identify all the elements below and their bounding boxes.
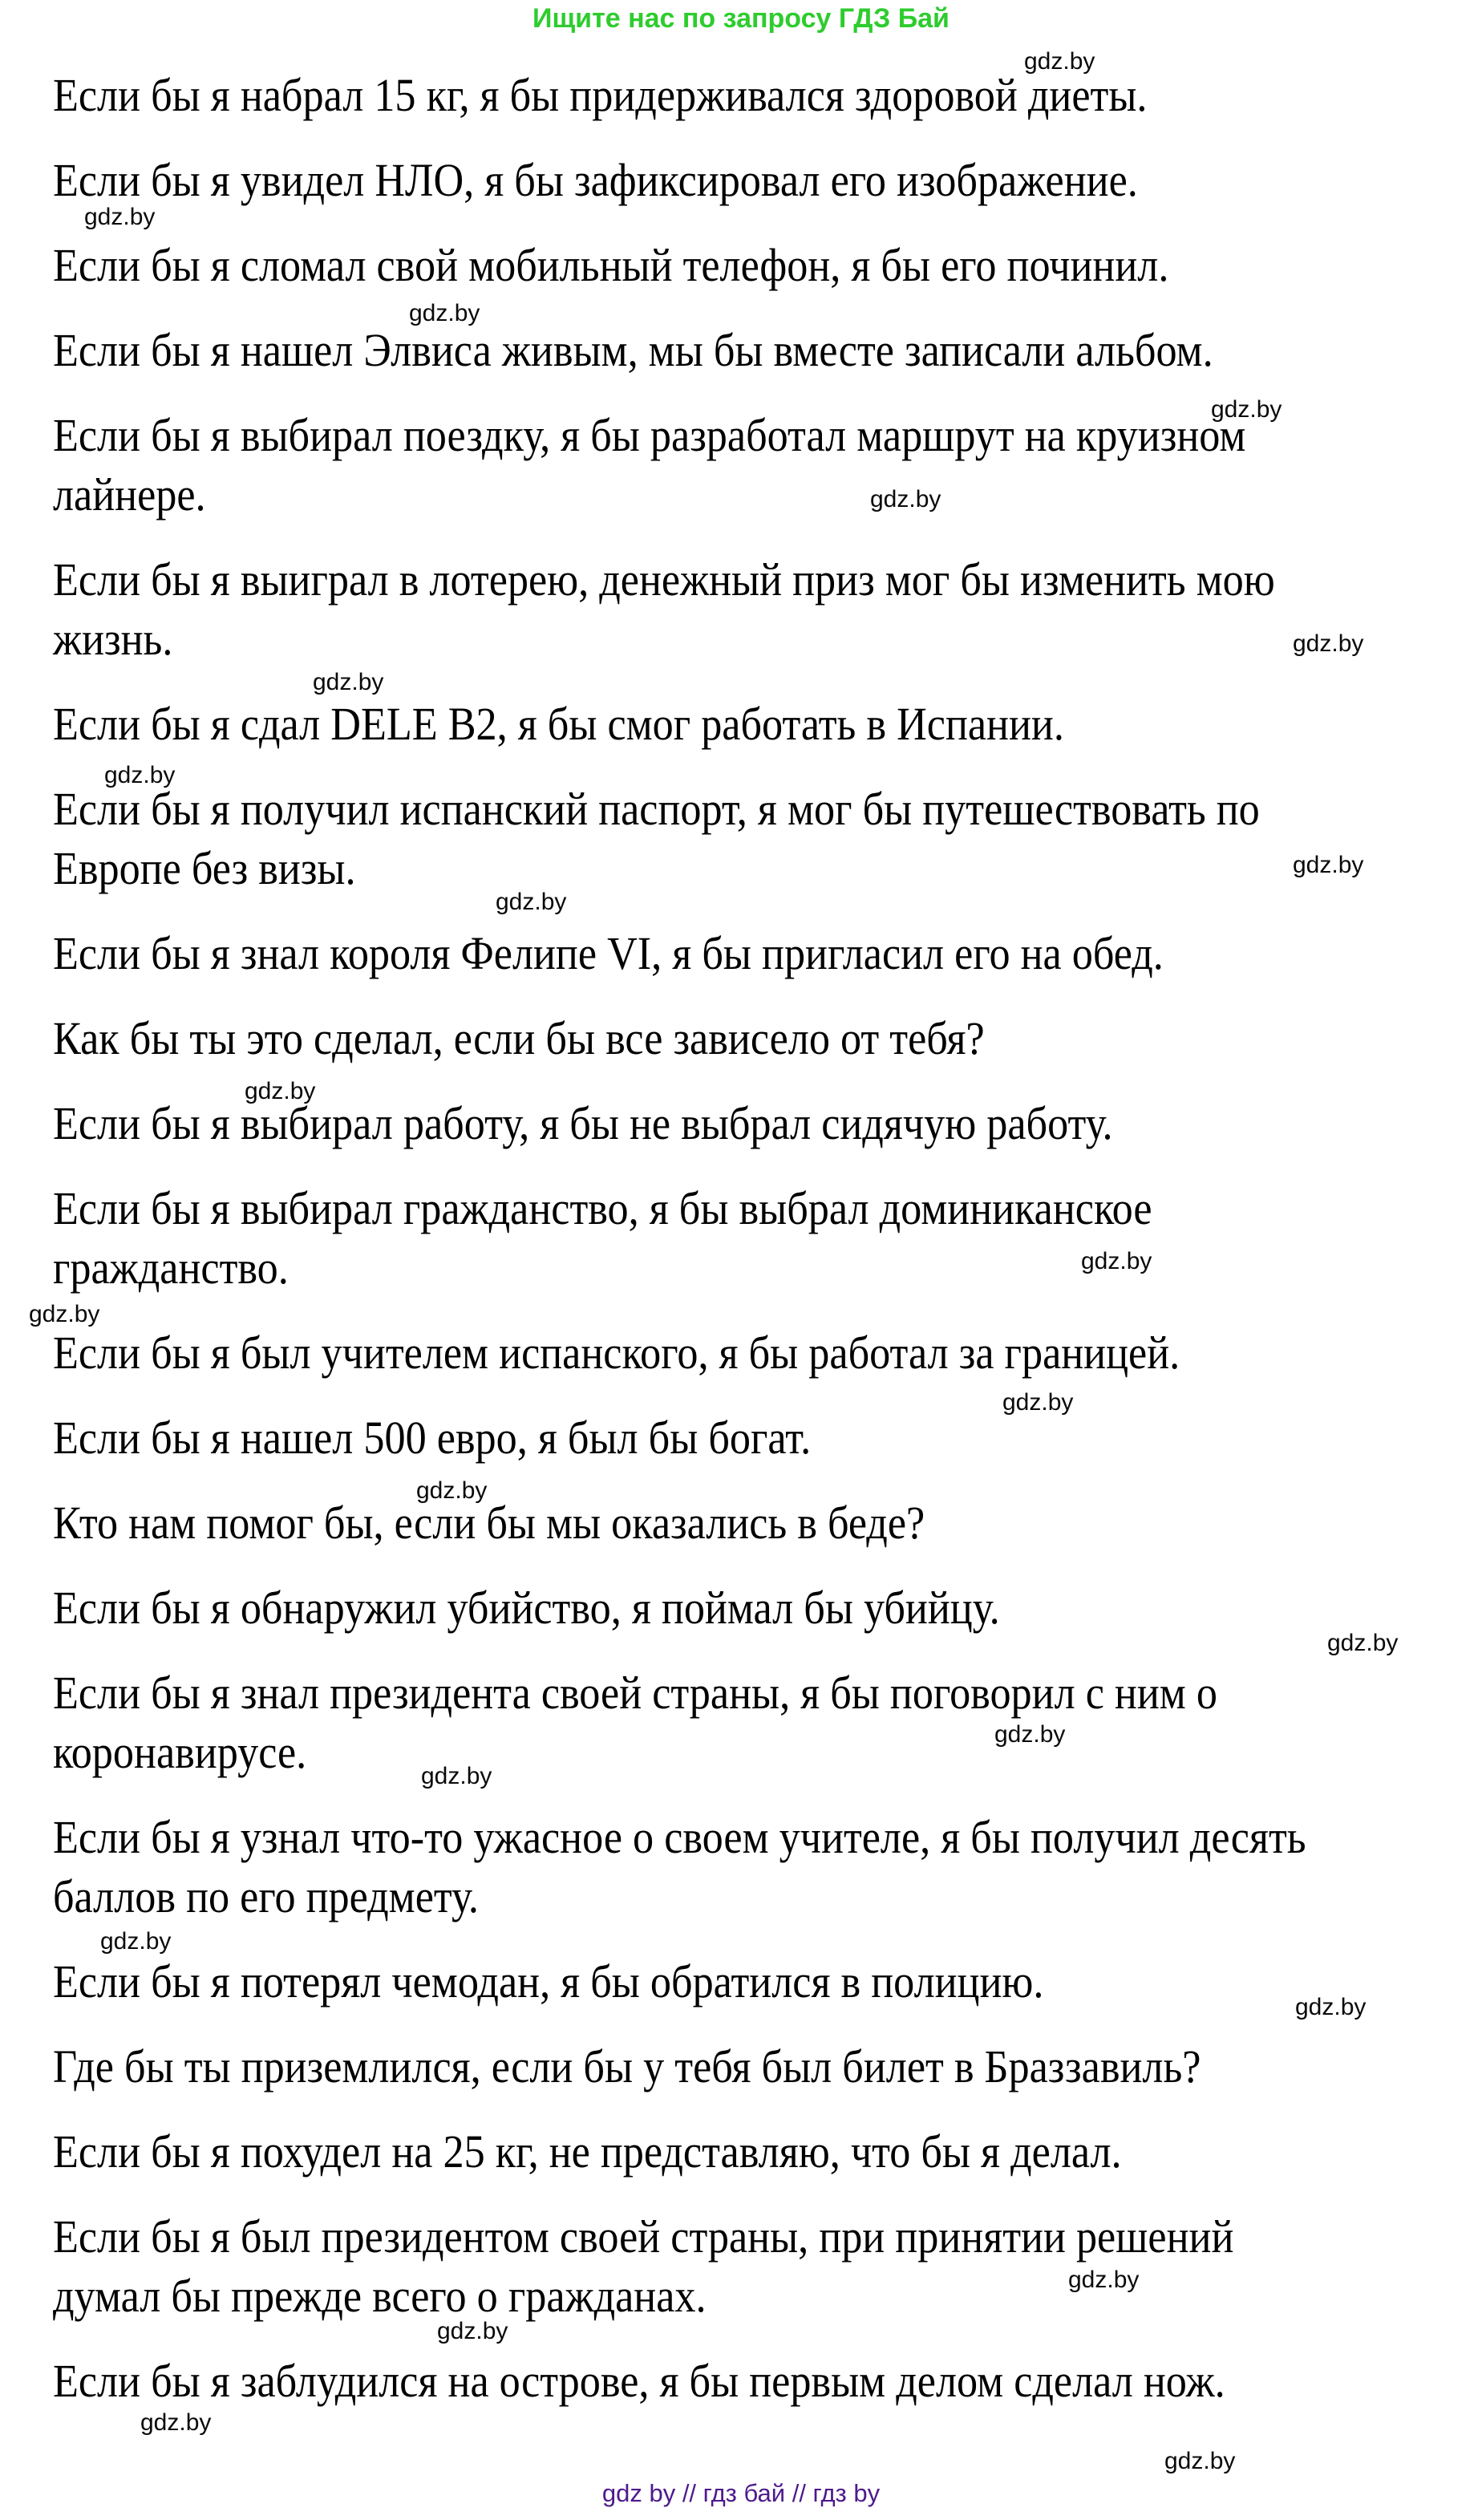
body-text-line: Где бы ты приземлился, если бы у тебя был билет в Браззавиль?: [53, 2040, 1201, 2093]
body-text-line: Если бы я набрал 15 кг, я бы придерживался здоровой диеты.: [53, 69, 1148, 121]
gdz-watermark: gdz.by: [140, 2409, 212, 2436]
gdz-watermark: gdz.by: [1211, 396, 1282, 423]
gdz-watermark: gdz.by: [245, 1078, 316, 1104]
gdz-watermark: gdz.by: [994, 1721, 1066, 1748]
body-text-line: Европе без визы.: [53, 842, 356, 894]
body-text-line: Если бы я был учителем испанского, я бы работал за границей.: [53, 1327, 1180, 1379]
body-text-line: Если бы я сдал DELE B2, я бы смог работать в Испании.: [53, 698, 1064, 750]
gdz-watermark: gdz.by: [870, 486, 941, 513]
gdz-watermark: gdz.by: [100, 1928, 172, 1955]
body-text-line: баллов по его предмету.: [53, 1870, 479, 1922]
body-text-line: Как бы ты это сделал, если бы все зависело от тебя?: [53, 1012, 985, 1064]
gdz-watermark: gdz.by: [1002, 1389, 1074, 1416]
gdz-watermark: gdz.by: [416, 1477, 488, 1504]
body-text-line: Если бы я потерял чемодан, я бы обратился в полицию.: [53, 1955, 1044, 2007]
body-text-line: лайнере.: [53, 468, 206, 521]
gdz-watermark: gdz.by: [1024, 48, 1095, 75]
gdz-watermark: gdz.by: [313, 669, 384, 695]
gdz-watermark: gdz.by: [104, 762, 176, 788]
gdz-watermark: gdz.by: [1327, 1630, 1399, 1656]
gdz-watermark: gdz.by: [409, 300, 480, 326]
body-text-line: думал бы прежде всего о гражданах.: [53, 2270, 707, 2322]
gdz-watermark: gdz.by: [1081, 1248, 1152, 1274]
body-text-line: Кто нам помог бы, если бы мы оказались в беде?: [53, 1497, 925, 1549]
body-text-line: Если бы я знал короля Фелипе VI, я бы пригласил его на обед.: [53, 927, 1164, 979]
body-text-line: Если бы я был президентом своей страны, при принятии решений: [53, 2210, 1234, 2263]
body-text-line: коронавирусе.: [53, 1726, 307, 1778]
gdz-watermark: gdz.by: [1164, 2448, 1236, 2474]
body-text-line: Если бы я выбирал работу, я бы не выбрал сидячую работу.: [53, 1097, 1113, 1149]
gdz-watermark: gdz.by: [437, 2318, 508, 2344]
body-text-line: Если бы я узнал что-то ужасное о своем учителе, я бы получил десять: [53, 1811, 1306, 1863]
body-text-line: Если бы я нашел 500 евро, я был бы богат.: [53, 1412, 812, 1464]
body-text-line: Если бы я выбирал гражданство, я бы выбрал доминиканское: [53, 1182, 1152, 1234]
gdz-watermark: gdz.by: [1293, 852, 1364, 878]
gdz-watermark: gdz.by: [1068, 2267, 1140, 2293]
body-text-line: гражданство.: [53, 1242, 289, 1294]
body-text-line: жизнь.: [53, 613, 173, 665]
body-text-line: Если бы я нашел Элвиса живым, мы бы вместе записали альбом.: [53, 324, 1213, 376]
body-text-line: Если бы я заблудился на острове, я бы первым делом сделал нож.: [53, 2355, 1225, 2407]
body-text-line: Если бы я обнаружил убийство, я поймал бы убийцу.: [53, 1582, 1000, 1634]
gdz-watermark: gdz.by: [84, 204, 156, 230]
body-text-line: Если бы я выбирал поездку, я бы разработал маршрут на круизном: [53, 409, 1246, 461]
gdz-watermark: gdz.by: [496, 889, 567, 915]
body-text-line: Если бы я получил испанский паспорт, я мог бы путешествовать по: [53, 783, 1260, 835]
body-text-line: Если бы я сломал свой мобильный телефон, я бы его починил.: [53, 239, 1169, 291]
body-text-line: Если бы я выиграл в лотерею, денежный приз мог бы изменить мою: [53, 553, 1275, 606]
body-text-line: Если бы я знал президента своей страны, я бы поговорил с ним о: [53, 1667, 1217, 1719]
gdz-watermark: gdz.by: [421, 1763, 492, 1789]
body-text-line: Если бы я похудел на 25 кг, не представляю, что бы я делал.: [53, 2125, 1122, 2178]
footer-links-text: gdz by // гдз бай // гдз by: [601, 2479, 881, 2507]
gdz-watermark: gdz.by: [29, 1301, 100, 1327]
gdz-watermark: gdz.by: [1295, 1994, 1367, 2020]
gdz-watermark: gdz.by: [1293, 630, 1364, 657]
header-promo-text: Ищите нас по запросу ГДЗ Бай: [532, 3, 950, 34]
body-text-line: Если бы я увидел НЛО, я бы зафиксировал его изображение.: [53, 154, 1138, 206]
